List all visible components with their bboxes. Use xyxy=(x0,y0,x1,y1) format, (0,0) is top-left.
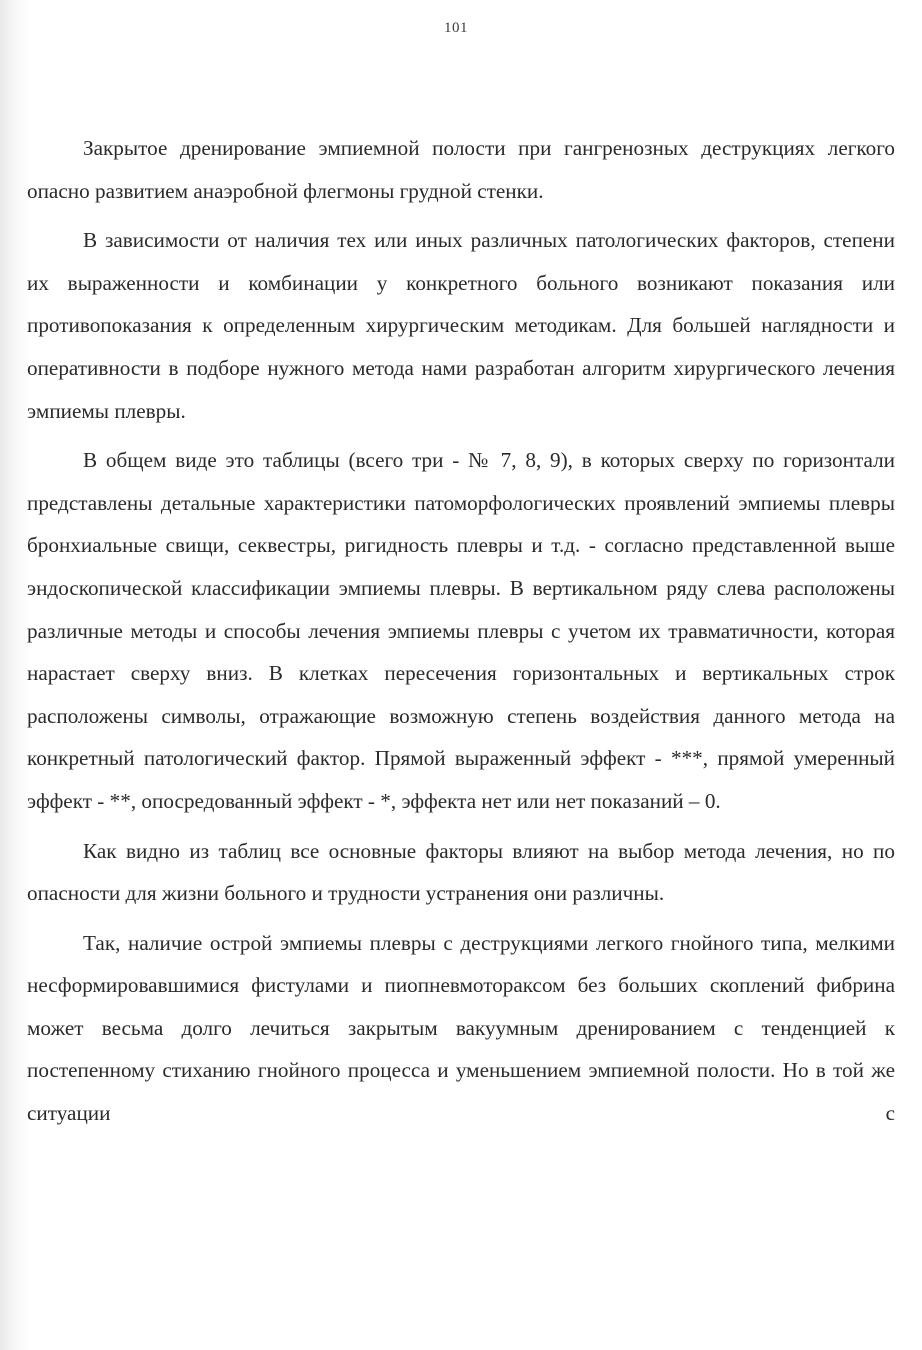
paragraph-factors: Как видно из таблиц все основные факторы влияют на выбор метода лечения, но по опасности для жизни больного и трудности устранения они различны. xyxy=(27,838,895,906)
paragraph-acute-empyema: Так, наличие острой эмпиемы плевры с деструкциями легкого гнойного типа, мелкими несформировавшимися фистулами и пиопневмотораксом без больших скоплений фибрина может весьма долго лечиться закрытым вакуумным дренированием с тенденцией к постепенному стиханию гнойного процесса и уменьшением эмпиемной полости. Но в той же ситуации с xyxy=(27,930,895,1126)
paragraph-tables-description: В общем виде это таблицы (всего три - № 7, 8, 9), в которых сверху по горизонтали представлены детальные характеристики патоморфологических проявлений эмпиемы плевры бронхиальные свищи, секвестры, ригидность плевры и т.д. - согласно представленной выше эндоскопической классификации эмпиемы плевры. В вертикальном ряду слева расположены различные методы и способы лечения эмпиемы плевры с учетом их травматичности, которая нарастает сверху вниз. В клетках пересечения горизонтальных и вертикальных строк расположены символы, отражающие возможную степень воздействия данного метода на конкретный патологический фактор. Прямой выраженный эффект - ***, прямой умеренный эффект - **, опосредованный эффект - *, эффекта нет или нет показаний – 0. xyxy=(27,448,895,813)
paragraph-indications: В зависимости от наличия тех или иных различных патологических факторов, степени их выраженности и комбинации у конкретного больного возникают показания или противопоказания к определенным хирургическим методикам. Для большей наглядности и оперативности в подборе нужного метода нами разработан алгоритм хирургического лечения эмпиемы плевры. xyxy=(27,228,895,423)
body-text xyxy=(27,127,895,1142)
paragraph-closed-drainage: Закрытое дренирование эмпиемной полости при гангренозных деструкциях легкого опасно развитием анаэробной флегмоны грудной стенки. xyxy=(27,136,895,203)
page-number: 101 xyxy=(444,20,468,36)
